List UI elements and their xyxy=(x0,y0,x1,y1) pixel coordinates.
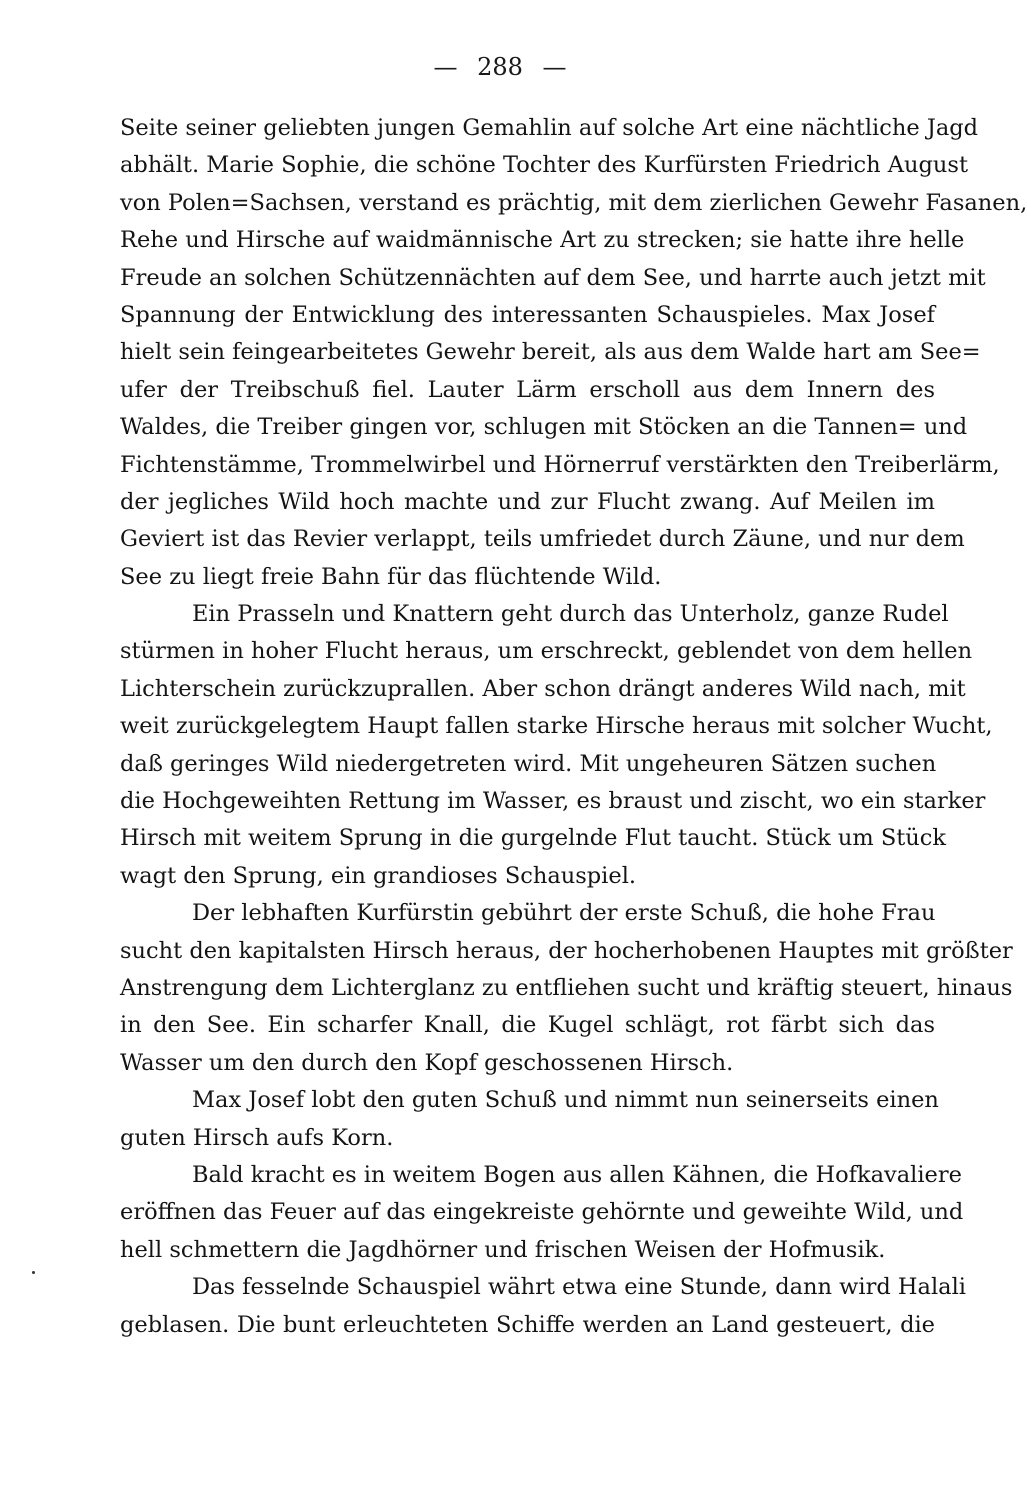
text-line: Bald kracht es in weitem Bogen aus allen Kähnen, die Hofkavaliere xyxy=(192,1161,962,1188)
text-line: sucht den kapitalsten Hirsch heraus, der hocherhobenen Hauptes mit größter xyxy=(120,937,1013,964)
page-number: 288 xyxy=(477,53,523,81)
text-line: ufer der Treibschuß fiel. Lauter Lärm erscholl aus dem Innern des xyxy=(120,376,935,403)
text-line: Max Josef lobt den guten Schuß und nimmt nun seinerseits einen xyxy=(192,1087,939,1114)
text-line: abhält. Marie Sophie, die schöne Tochter des Kurfürsten Friedrich August xyxy=(120,152,968,179)
paragraph xyxy=(120,895,1013,1082)
page-number-dash-left: — xyxy=(433,53,458,81)
text-line: Freude an solchen Schützennächten auf dem See, und harrte auch jetzt mit xyxy=(120,264,986,291)
text-line: Anstrengung dem Lichterglanz zu entfliehen sucht und kräftig steuert, hinaus xyxy=(120,974,1013,1001)
text-line: hielt sein feingearbeitetes Gewehr bereit, als aus dem Walde hart am See= xyxy=(120,339,981,366)
text-line: Waldes, die Treiber gingen vor, schlugen mit Stöcken an die Tannen= und xyxy=(120,414,968,441)
text-line: wagt den Sprung, ein grandioses Schauspiel. xyxy=(120,862,637,889)
scan-speck xyxy=(32,1271,35,1274)
text-line: von Polen=Sachsen, verstand es prächtig, mit dem zierlichen Gewehr Fasanen, xyxy=(120,189,1027,216)
text-line: Das fesselnde Schauspiel währt etwa eine Stunde, dann wird Halali xyxy=(192,1274,966,1301)
text-line: See zu liegt freie Bahn für das flüchtende Wild. xyxy=(120,563,662,590)
paragraph xyxy=(120,1082,939,1157)
paragraph xyxy=(120,1269,966,1344)
text-line: in den See. Ein scharfer Knall, die Kugel schlägt, rot färbt sich das xyxy=(120,1012,935,1039)
text-line: stürmen in hoher Flucht heraus, um erschreckt, geblendet von dem hellen xyxy=(120,638,973,665)
text-line: daß geringes Wild niedergetreten wird. Mit ungeheuren Sätzen suchen xyxy=(120,750,937,777)
text-line: Geviert ist das Revier verlappt, teils umfriedet durch Zäune, und nur dem xyxy=(120,526,965,553)
text-line: weit zurückgelegtem Haupt fallen starke Hirsche heraus mit solcher Wucht, xyxy=(120,713,993,740)
paragraph xyxy=(120,1157,964,1269)
page-number-dash-right: — xyxy=(542,53,567,81)
page-number-header xyxy=(0,52,1000,82)
text-line: Ein Prasseln und Knattern geht durch das Unterholz, ganze Rudel xyxy=(192,601,949,628)
text-line: guten Hirsch aufs Korn. xyxy=(120,1124,394,1151)
text-line: Fichtenstämme, Trommelwirbel und Hörnerruf verstärkten den Treiberlärm, xyxy=(120,451,1000,478)
text-line: der jegliches Wild hoch machte und zur Flucht zwang. Auf Meilen im xyxy=(120,488,935,515)
text-line: Rehe und Hirsche auf waidmännische Art zu strecken; sie hatte ihre helle xyxy=(120,227,965,254)
text-line: Hirsch mit weitem Sprung in die gurgelnde Flut taucht. Stück um Stück xyxy=(120,825,947,852)
paragraph xyxy=(120,110,1027,596)
text-line: Wasser um den durch den Kopf geschossenen Hirsch. xyxy=(120,1049,734,1076)
text-line: Lichterschein zurückzuprallen. Aber schon drängt anderes Wild nach, mit xyxy=(120,675,966,702)
text-line: hell schmettern die Jagdhörner und frischen Weisen der Hofmusik. xyxy=(120,1236,886,1263)
text-line: Spannung der Entwicklung des interessanten Schauspieles. Max Josef xyxy=(120,301,935,328)
paragraph xyxy=(120,596,993,895)
text-line: eröffnen das Feuer auf das eingekreiste gehörnte und geweihte Wild, und xyxy=(120,1199,964,1226)
text-line: geblasen. Die bunt erleuchteten Schiffe werden an Land gesteuert, die xyxy=(120,1311,935,1338)
body-text xyxy=(120,110,1027,1344)
text-line: die Hochgeweihten Rettung im Wasser, es braust und zischt, wo ein starker xyxy=(120,788,986,815)
text-line: Der lebhaften Kurfürstin gebührt der erste Schuß, die hohe Frau xyxy=(192,900,936,927)
text-line: Seite seiner geliebten jungen Gemahlin auf solche Art eine nächtliche Jagd xyxy=(120,115,979,141)
